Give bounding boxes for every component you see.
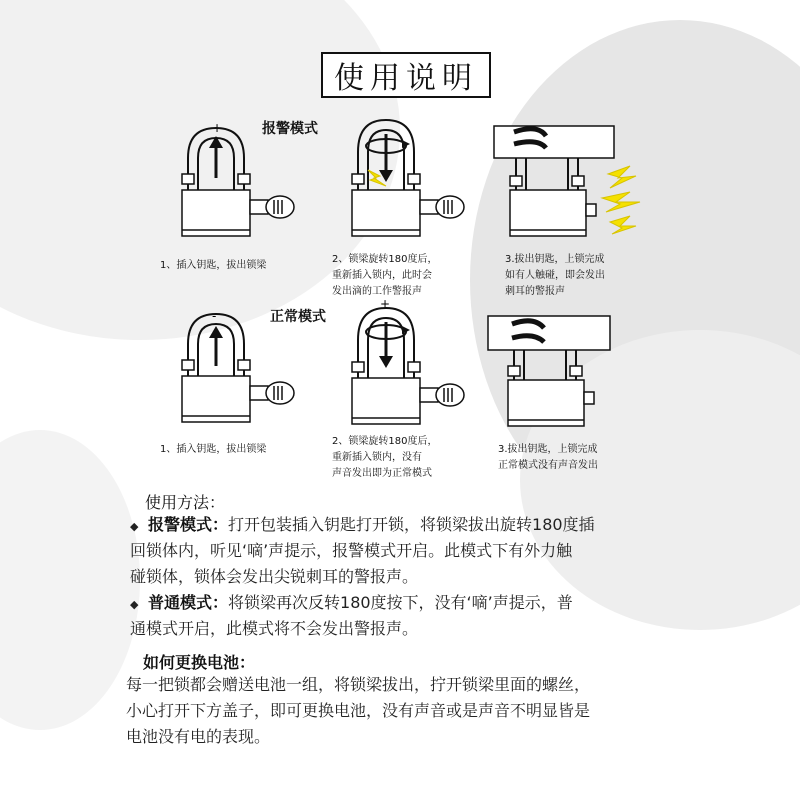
instruction-line: 每一把锁都会赠送电池一组，将锁梁拔出，拧开锁梁里面的螺丝， — [126, 675, 591, 694]
normal-step3-caption — [498, 442, 598, 474]
battery-heading: 如何更换电池： — [143, 653, 256, 672]
usage-heading: 使用方法： — [145, 493, 226, 512]
instruction-line: 将锁梁再次反转180度按下，没有‘嘀’声提示，普 — [228, 593, 573, 612]
caption-line: 2、锁梁旋转180度后， — [332, 436, 438, 447]
alarm-step2-caption — [332, 252, 437, 300]
alarm-mode-instruction — [148, 512, 708, 538]
sign-label: + — [212, 121, 223, 135]
caption-line: 1、插入钥匙，拔出锁梁 — [160, 444, 267, 455]
normal-step2-caption — [332, 434, 437, 482]
normal-step3-diagram — [484, 310, 634, 434]
alarm-step3-diagram — [490, 118, 660, 250]
caption-line: 声音发出即为正常模式 — [332, 468, 432, 479]
instruction-line: 碰锁体，锁体会发出尖锐刺耳的警报声。 — [130, 567, 419, 586]
caption-line: 2、锁梁旋转180度后， — [332, 254, 438, 265]
instruction-line: 回锁体内，听见‘嘀’声提示，报警模式开启。此模式下有外力触 — [130, 541, 573, 560]
bullet-icon: ◆ — [130, 520, 139, 533]
normal-mode-instruction — [148, 590, 708, 616]
normal-step1-caption — [160, 442, 266, 458]
instruction-line: 电池没有电的表现。 — [126, 727, 271, 746]
normal-step2-diagram — [330, 296, 470, 434]
page-title: 使用说明 — [321, 52, 491, 98]
caption-line: 3.拔出钥匙，上锁完成 — [498, 444, 598, 455]
alarm-mode-instruction-cont — [130, 538, 710, 590]
normal-mode-term: 普通模式： — [148, 593, 229, 612]
caption-line: 重新插入锁内，此时会 — [332, 270, 432, 281]
caption-line: 1、插入钥匙，拔出锁梁 — [160, 260, 267, 271]
alarm-mode-term: 报警模式： — [148, 515, 229, 534]
caption-line: 正常模式没有声音发出 — [498, 460, 598, 471]
alarm-step2-diagram — [330, 108, 470, 250]
instruction-line: 小心打开下方盖子，即可更换电池，没有声音或是声音不明显皆是 — [126, 701, 591, 720]
instruction-line: 通模式开启，此模式将不会发出警报声。 — [130, 619, 419, 638]
bullet-icon: ◆ — [130, 598, 139, 611]
background-shape — [0, 430, 140, 730]
alarm-mode-label: 报警模式 — [262, 121, 318, 137]
svg-text:+: + — [380, 297, 391, 311]
alarm-step3-caption — [505, 252, 605, 300]
normal-mode-label: 正常模式 — [270, 309, 326, 325]
caption-line: 发出滴的工作警报声 — [332, 286, 422, 297]
caption-line: 3.拔出钥匙，上锁完成 — [505, 254, 605, 265]
alarm-step1-caption — [160, 258, 266, 274]
caption-line: 重新插入锁内，没有 — [332, 452, 422, 463]
normal-mode-instruction-cont — [130, 616, 710, 642]
alarm-step1-diagram — [160, 118, 300, 250]
normal-step1-diagram — [160, 304, 300, 434]
instruction-line: 打开包装插入钥匙打开锁，将锁梁拔出旋转180度插 — [228, 515, 595, 534]
battery-instruction — [126, 672, 726, 750]
sign-label: - — [212, 309, 217, 323]
caption-line: 刺耳的警报声 — [505, 286, 565, 297]
caption-line: 如有人触碰，即会发出 — [505, 270, 605, 281]
